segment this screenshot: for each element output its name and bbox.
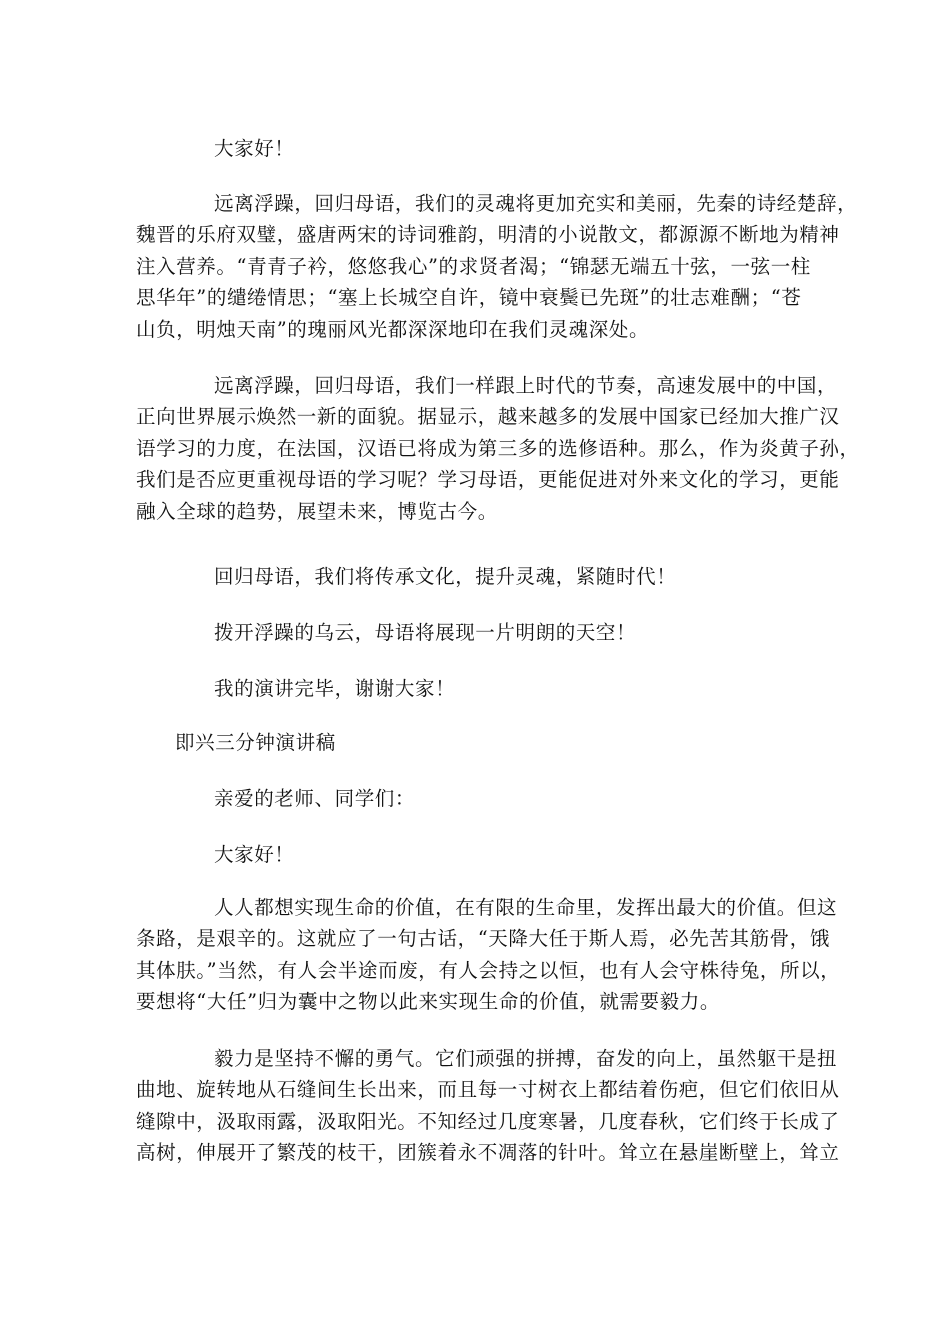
text-line: 注入营养。“青青子衿，悠悠我心”的求贤者渴；“锦瑟无端五十弦，一弦一柱 <box>136 254 811 278</box>
closing-line-2: 拨开浮躁的乌云，母语将展现一片明朗的天空！ <box>214 621 637 644</box>
text-line: 高树，伸展开了繁茂的枝干，团簇着永不凋落的针叶。耸立在悬崖断壁上，耸立 <box>136 1141 840 1165</box>
text-line: 融入全球的趋势，展望未来，博览古今。 <box>136 499 498 523</box>
body-paragraph-roots <box>136 188 858 345</box>
text-line: 其体肤。”当然，有人会半途而废，有人会持之以恒，也有人会守株待兔，所以， <box>136 958 841 982</box>
body-paragraph-era <box>136 370 860 527</box>
body-paragraph-value <box>136 892 841 1018</box>
closing-line-1: 回归母语，我们将传承文化，提升灵魂，紧随时代！ <box>214 565 677 588</box>
greeting-paragraph: 大家好！ <box>214 137 295 160</box>
text-line: 语学习的力度，在法国，汉语已将成为第三多的选修语种。那么，作为炎黄子孙， <box>136 436 860 460</box>
text-line: 我们是否应更重视母语的学习呢？学习母语，更能促进对外来文化的学习，更能 <box>136 468 840 492</box>
text-line: 曲地、旋转地从石缝间生长出来，而且每一寸树衣上都结着伤疤，但它们依旧从 <box>136 1078 840 1102</box>
text-line: 要想将“大任”归为囊中之物以此来实现生命的价值，就需要毅力。 <box>136 990 720 1014</box>
body-paragraph-perseverance <box>136 1043 840 1169</box>
text-line: 人人都想实现生命的价值，在有限的生命里，发挥出最大的价值。但这 <box>214 896 838 919</box>
text-line: 魏晋的乐府双璧，盛唐两宋的诗词雅韵，明清的小说散文，都源源不断地为精神 <box>136 223 840 247</box>
text-line: 山负，明烛天南”的瑰丽风光都深深地印在我们灵魂深处。 <box>136 317 650 341</box>
salutation: 亲爱的老师、同学们： <box>214 787 416 810</box>
text-line: 缝隙中，汲取雨露，汲取阳光。不知经过几度寒暑，几度春秋，它们终于长成了 <box>136 1109 840 1133</box>
text-line: 思华年”的缱绻情思；“塞上长城空自许，镜中衰鬓已先斑”的壮志难酬；“苍 <box>136 286 802 310</box>
closing-line-3: 我的演讲完毕，谢谢大家！ <box>214 677 456 700</box>
text-line: 条路，是艰辛的。这就应了一句古话，“天降大任于斯人焉，必先苦其筋骨，饿 <box>136 927 830 951</box>
text-line: 远离浮躁，回归母语，我们一样跟上时代的节奏，高速发展中的中国， <box>214 374 838 397</box>
section-title: 即兴三分钟演讲稿 <box>175 731 336 754</box>
text-line: 毅力是坚持不懈的勇气。它们顽强的拼搏，奋发的向上，虽然躯干是扭 <box>214 1047 838 1070</box>
text-line: 远离浮躁，回归母语，我们的灵魂将更加充实和美丽，先秦的诗经楚辞， <box>214 192 858 215</box>
greeting-paragraph-2: 大家好！ <box>214 843 295 866</box>
text-line: 正向世界展示焕然一新的面貌。据显示，越来越多的发展中国家已经加大推广汉 <box>136 405 840 429</box>
